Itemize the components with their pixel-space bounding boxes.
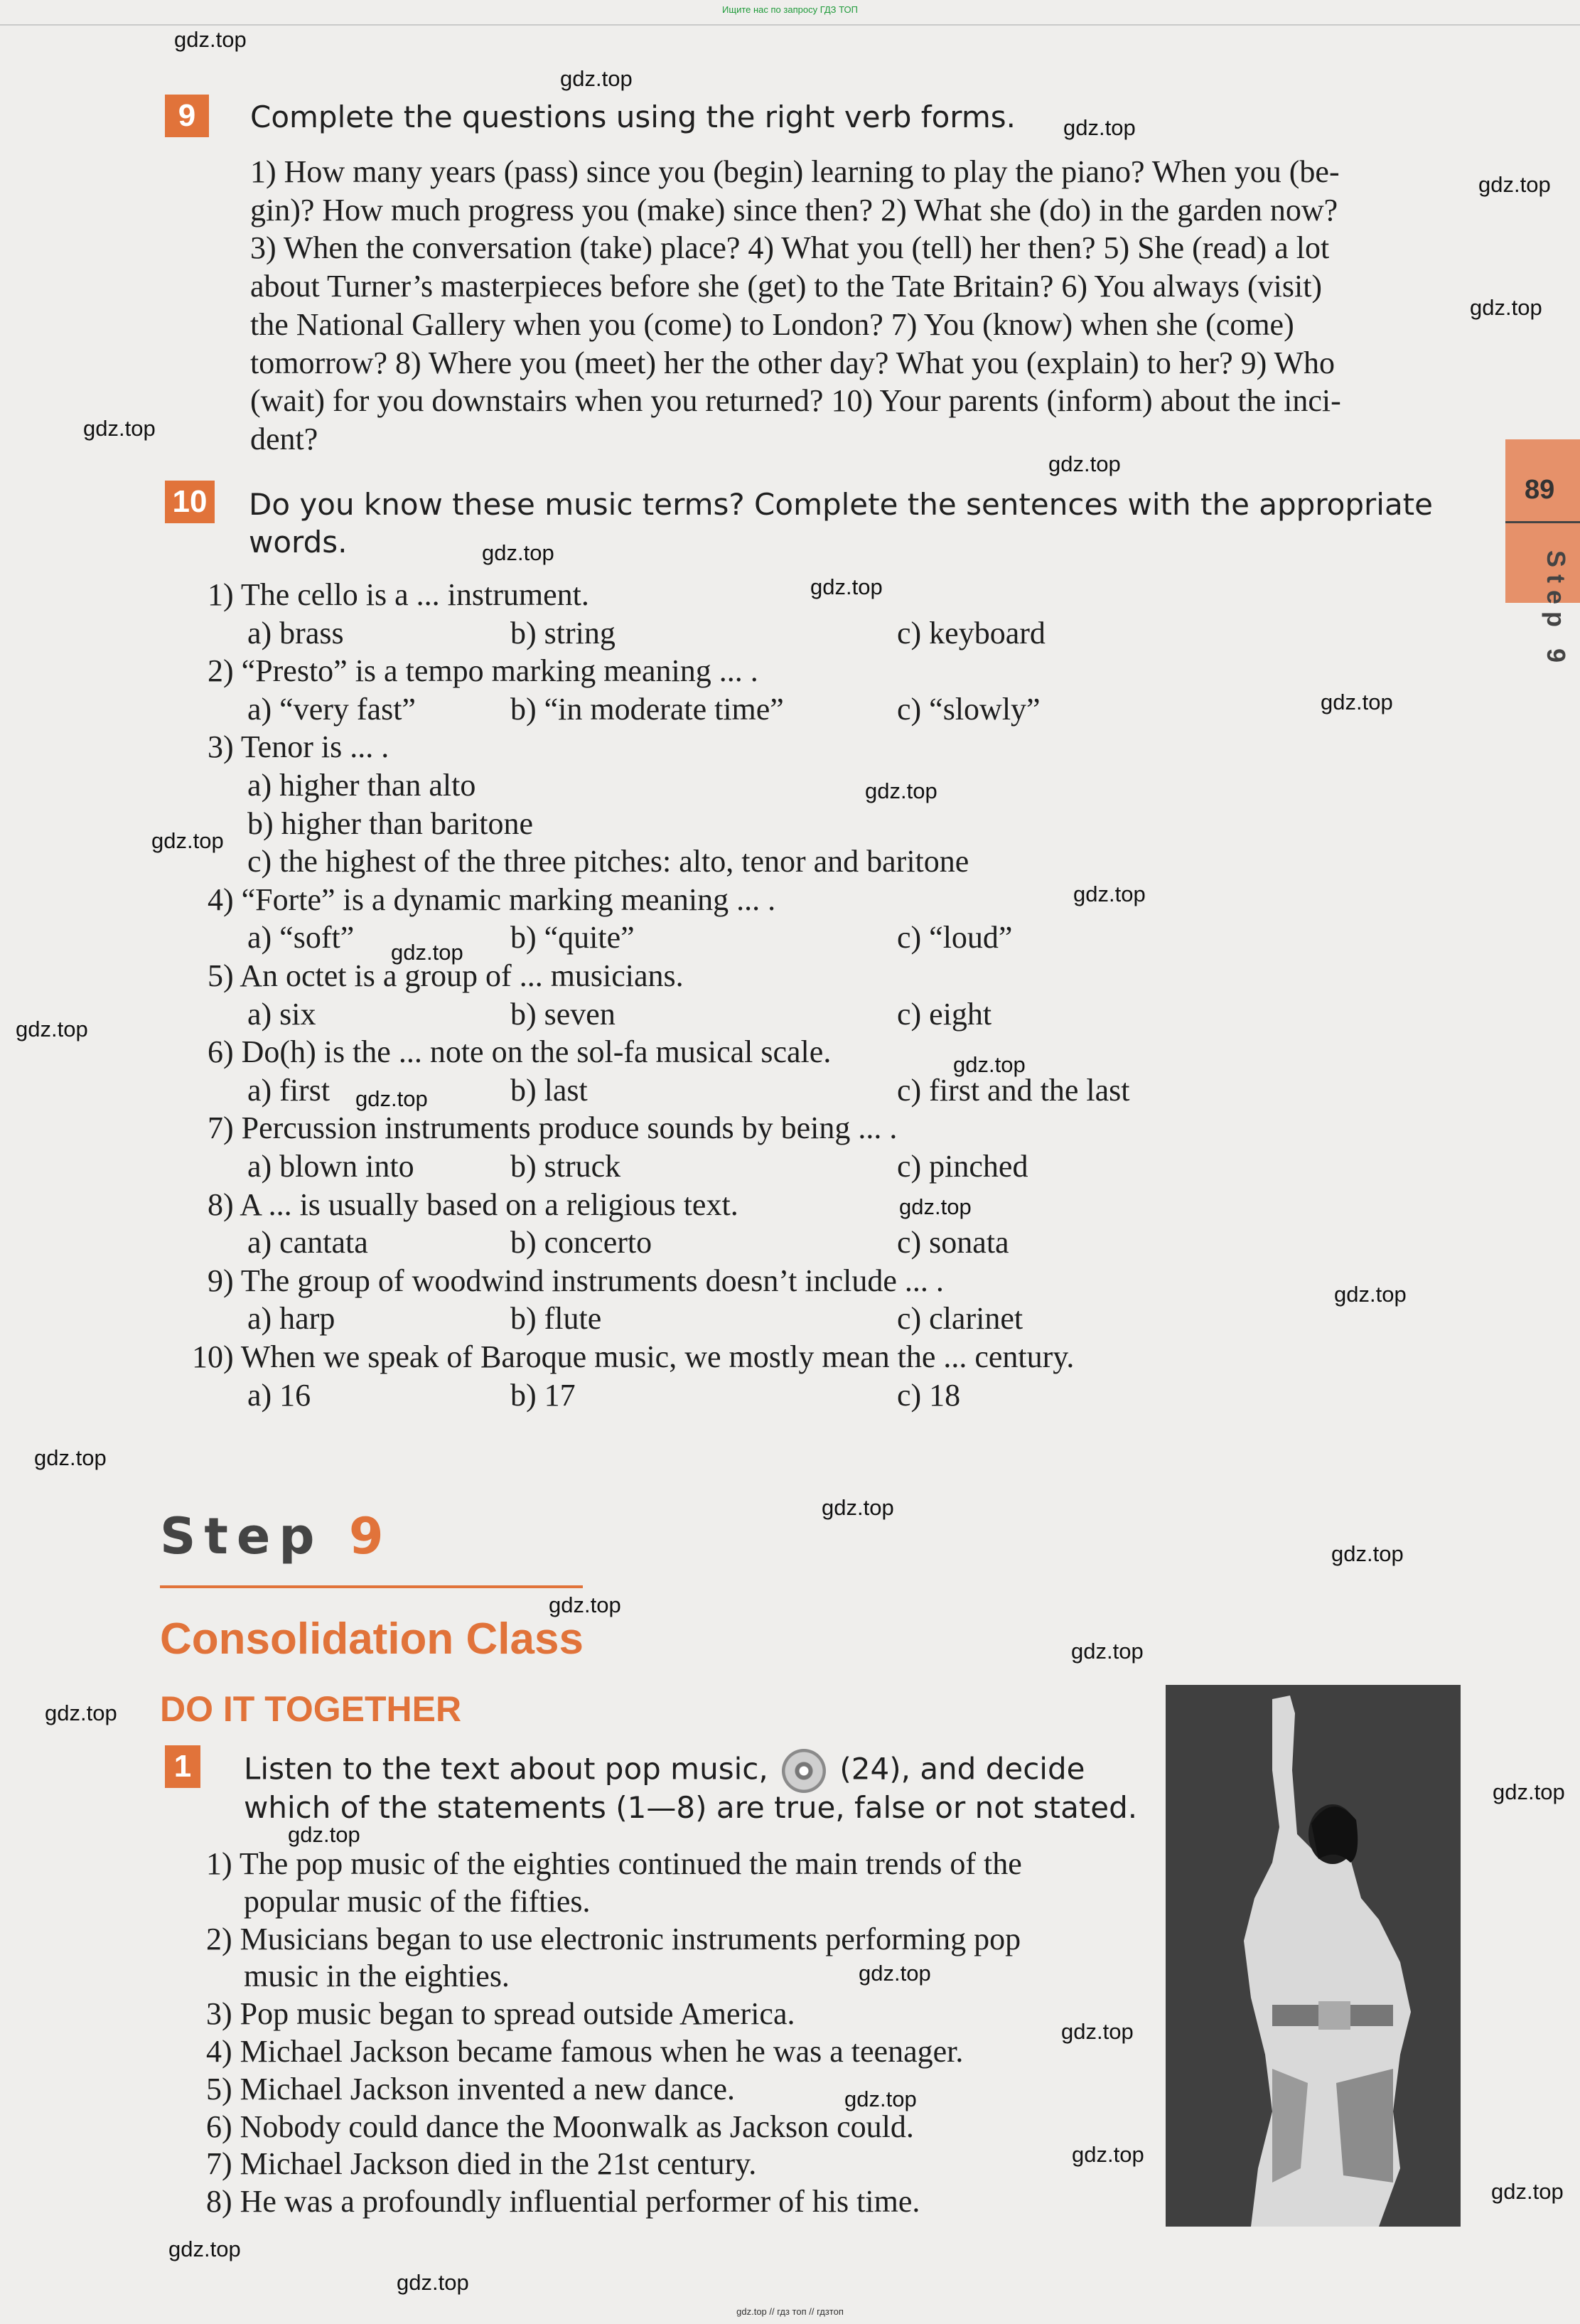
watermark: gdz.top — [174, 27, 247, 52]
question-6-option: b) last — [510, 1072, 588, 1108]
question-1-option: b) string — [510, 615, 616, 650]
question-5: 5) An octet is a group of ... musicians. — [208, 958, 684, 993]
watermark: gdz.top — [1493, 1779, 1565, 1804]
question-8-option: c) sonata — [897, 1225, 1009, 1260]
question-6: 6) Do(h) is the ... note on the sol-fa musical scale. — [208, 1034, 832, 1070]
watermark: gdz.top — [844, 2087, 917, 2111]
exercise-9-title: Complete the questions using the right verb forms. — [250, 100, 1016, 134]
watermark: gdz.top — [1061, 2019, 1134, 2044]
question-3-option: a) higher than alto — [247, 768, 476, 803]
question-3-option: b) higher than baritone — [247, 805, 533, 841]
statement: 6) Nobody could dance the Moonwalk as Jackson could. — [206, 2109, 914, 2144]
statement: 5) Michael Jackson invented a new dance. — [206, 2071, 736, 2106]
cd-icon — [782, 1749, 826, 1793]
question-7-option: c) pinched — [897, 1149, 1028, 1184]
statement-continuation: popular music of the fifties. — [244, 1883, 591, 1919]
watermark: gdz.top — [168, 2237, 241, 2261]
watermark: gdz.top — [397, 2270, 469, 2295]
question-2-option: c) “slowly” — [897, 691, 1041, 727]
exercise-1-title-line2: which of the statements (1—8) are true, false or not stated. — [244, 1790, 1138, 1825]
header-note: Ищите нас по запросу ГДЗ ТОП — [722, 4, 858, 15]
exercise-9-line: the National Gallery when you (come) to London? 7) You (know) when she (come) — [250, 306, 1294, 342]
watermark: gdz.top — [1072, 2142, 1144, 2167]
question-10-option: b) 17 — [510, 1377, 576, 1413]
watermark: gdz.top — [1048, 451, 1121, 476]
step-word: Step — [160, 1507, 323, 1565]
question-9-option: b) flute — [510, 1301, 602, 1337]
question-1: 1) The cello is a ... instrument. — [208, 577, 589, 612]
question-10: 10) When we speak of Baroque music, we mostly mean the ... century. — [192, 1339, 1075, 1374]
watermark: gdz.top — [865, 778, 937, 803]
step-number: 9 — [348, 1507, 392, 1565]
question-4-option: b) “quite” — [510, 920, 635, 955]
watermark: gdz.top — [549, 1592, 621, 1617]
question-9: 9) The group of woodwind instruments doesn’t include ... . — [208, 1263, 944, 1298]
side-step-label: Step 9 — [1542, 550, 1571, 670]
question-8: 8) A ... is usually based on a religious text. — [208, 1187, 738, 1222]
watermark: gdz.top — [151, 828, 224, 853]
watermark: gdz.top — [355, 1086, 428, 1111]
question-2: 2) “Presto” is a tempo marking meaning ... . — [208, 653, 758, 689]
step-heading — [160, 1507, 392, 1565]
exercise-9-line: about Turner’s masterpieces before she (get) to the Tate Britain? 6) You always (visit) — [250, 269, 1323, 304]
section-heading: DO IT TOGETHER — [160, 1689, 462, 1729]
watermark: gdz.top — [1321, 690, 1393, 714]
exercise-9-line: 3) When the conversation (take) place? 4) What you (tell) her then? 5) She (read) a lot — [250, 230, 1330, 266]
exercise-10-title-line2: words. — [249, 525, 348, 559]
exercise-1-title-a: Listen to the text about pop music, — [244, 1751, 768, 1787]
question-8-option: b) concerto — [510, 1225, 652, 1260]
exercise-9-line: gin)? How much progress you (make) since then? 2) What she (do) in the garden now? — [250, 192, 1338, 227]
performer-silhouette — [1166, 1685, 1461, 2227]
question-7-option: b) struck — [510, 1149, 621, 1184]
statement: 4) Michael Jackson became famous when he was a teenager. — [206, 2034, 964, 2069]
question-8-option: a) cantata — [247, 1225, 368, 1260]
question-2-option: b) “in moderate time” — [510, 691, 784, 727]
question-4: 4) “Forte” is a dynamic marking meaning ... . — [208, 882, 776, 917]
exercise-9-line: 1) How many years (pass) since you (begin) learning to play the piano? When you (be- — [250, 154, 1340, 189]
watermark: gdz.top — [560, 66, 633, 91]
question-7-option: a) blown into — [247, 1149, 414, 1184]
question-9-option: c) clarinet — [897, 1301, 1023, 1337]
page-number: 89 — [1525, 475, 1555, 505]
statement: 8) He was a profoundly influential performer of his time. — [206, 2184, 920, 2219]
question-4-option: a) “soft” — [247, 920, 355, 955]
question-4-option: c) “loud” — [897, 920, 1013, 955]
watermark: gdz.top — [899, 1194, 972, 1219]
watermark: gdz.top — [1331, 1541, 1404, 1566]
performer-photo — [1166, 1685, 1461, 2227]
watermark: gdz.top — [1470, 295, 1542, 320]
exercise-1-title-line1 — [244, 1749, 1085, 1793]
question-10-option: a) 16 — [247, 1377, 311, 1413]
statement-continuation: music in the eighties. — [244, 1959, 510, 1994]
watermark: gdz.top — [953, 1052, 1026, 1077]
statement: 7) Michael Jackson died in the 21st century. — [206, 2146, 757, 2182]
statement: 2) Musicians began to use electronic instruments performing pop — [206, 1921, 1021, 1956]
question-5-option: b) seven — [510, 996, 616, 1032]
question-3: 3) Tenor is ... . — [208, 729, 389, 765]
exercise-1-badge: 1 — [165, 1745, 200, 1788]
question-3-option: c) the highest of the three pitches: alto, tenor and baritone — [247, 844, 969, 879]
exercise-10-badge: 10 — [165, 481, 215, 523]
question-10-option: c) 18 — [897, 1377, 961, 1413]
watermark: gdz.top — [822, 1495, 894, 1520]
watermark: gdz.top — [810, 574, 883, 599]
page-number-rule — [1505, 521, 1580, 523]
watermark: gdz.top — [288, 1822, 360, 1847]
question-2-option: a) “very fast” — [247, 691, 416, 727]
watermark: gdz.top — [83, 416, 156, 441]
footer-note: gdz.top // гдз топ // гдзтоп — [736, 2306, 844, 2317]
watermark: gdz.top — [16, 1017, 88, 1041]
statement: 1) The pop music of the eighties continued the main trends of the — [206, 1846, 1022, 1881]
question-1-option: c) keyboard — [897, 615, 1046, 650]
question-1-option: a) brass — [247, 615, 344, 650]
consolidation-title: Consolidation Class — [160, 1615, 584, 1664]
watermark: gdz.top — [45, 1701, 117, 1725]
watermark: gdz.top — [1334, 1282, 1407, 1307]
watermark: gdz.top — [482, 540, 554, 565]
exercise-9-line: (wait) for you downstairs when you returned? 10) Your parents (inform) about the inci- — [250, 383, 1341, 419]
watermark: gdz.top — [391, 940, 463, 965]
question-7: 7) Percussion instruments produce sounds by being ... . — [208, 1110, 898, 1146]
watermark: gdz.top — [1063, 115, 1136, 140]
question-6-option: c) first and the last — [897, 1072, 1130, 1108]
exercise-10-title-line1: Do you know these music terms? Complete the sentences with the appropriate — [249, 487, 1433, 522]
watermark: gdz.top — [1073, 882, 1146, 906]
top-divider — [0, 24, 1580, 26]
watermark: gdz.top — [1491, 2179, 1564, 2204]
exercise-9-line: tomorrow? 8) Where you (meet) her the other day? What you (explain) to her? 9) Who — [250, 345, 1335, 380]
question-5-option: a) six — [247, 996, 316, 1032]
watermark: gdz.top — [1071, 1639, 1144, 1664]
question-6-option: a) first — [247, 1072, 330, 1108]
question-5-option: c) eight — [897, 996, 992, 1032]
statement: 3) Pop music began to spread outside America. — [206, 1996, 795, 2032]
exercise-1-title-b: (24), and decide — [839, 1751, 1085, 1787]
exercise-9-line: dent? — [250, 421, 318, 456]
question-9-option: a) harp — [247, 1301, 335, 1337]
exercise-9-badge: 9 — [165, 95, 209, 137]
watermark: gdz.top — [859, 1961, 931, 1986]
watermark: gdz.top — [34, 1445, 107, 1470]
step-rule — [160, 1585, 583, 1588]
watermark: gdz.top — [1478, 172, 1551, 197]
